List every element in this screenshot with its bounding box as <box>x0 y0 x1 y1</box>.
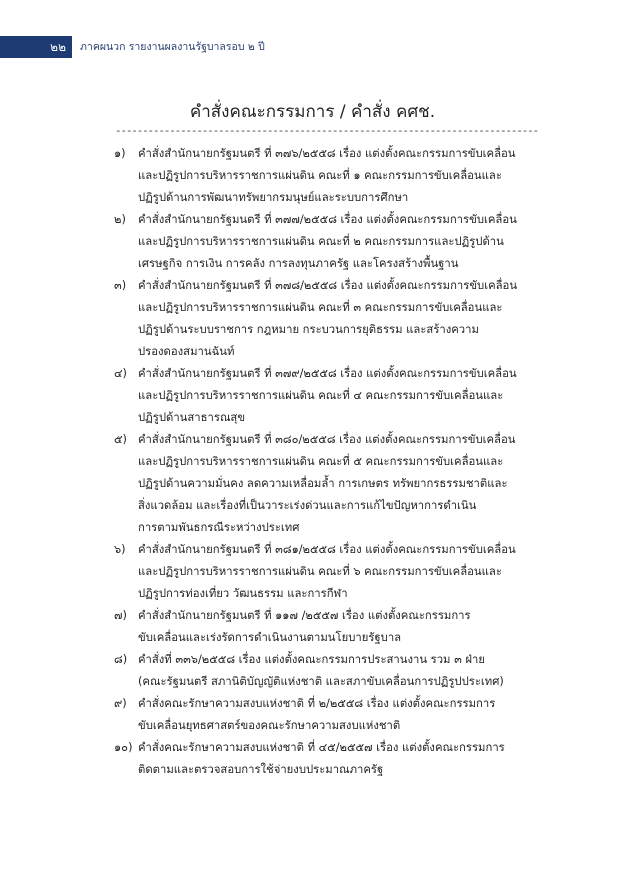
list-item <box>114 605 476 649</box>
item-text-line: ขับเคลื่อนและเร่งรัดการดำเนินงานตามนโยบายรัฐบาล <box>138 631 402 644</box>
item-text-line: ปฏิรูปด้านความมั่นคง ลดความเหลื่อมล้ำ การเกษตร ทรัพยากรธรรมชาติและ <box>138 477 508 490</box>
item-text-line: คำสั่งสำนักนายกรัฐมนตรี ที่ ๓๗๖/๒๕๕๘ เรื่อง แต่งตั้งคณะกรรมการขับเคลื่อน <box>138 147 516 160</box>
order-list <box>114 143 518 781</box>
item-text-line: ปฏิรูปด้านการพัฒนาทรัพยากรมนุษย์และระบบการศึกษา <box>138 191 409 204</box>
document-title: คำสั่งคณะกรรมการ / คำสั่ง คศช. <box>189 102 436 122</box>
item-text-line: เศรษฐกิจ การเงิน การคลัง การลงทุนภาครัฐ และโครงสร้างพื้นฐาน <box>138 257 459 270</box>
list-item <box>114 693 496 737</box>
item-text-line: ติดตามและตรวจสอบการใช้จ่ายงบประมาณภาครัฐ <box>138 763 384 776</box>
item-number: ๙) <box>114 697 127 710</box>
item-text-line: ปฏิรูปด้านระบบราชการ กฎหมาย กระบวนการยุติธรรม และสร้างความ <box>138 323 479 336</box>
list-item <box>114 143 516 209</box>
item-text-line: และปฏิรูปการบริหารราชการแผ่นดิน คณะที่ ๔ คณะกรรมการขับเคลื่อนและ <box>138 389 504 402</box>
dashed-divider: ------------------------------------------------------------------------------ <box>115 124 538 137</box>
item-text-line: และปฏิรูปการบริหารราชการแผ่นดิน คณะที่ ๖ คณะกรรมการขับเคลื่อนและ <box>138 565 502 578</box>
item-text-line: คำสั่งสำนักนายกรัฐมนตรี ที่ ๑๑๗ /๒๕๕๗ เรื่อง แต่งตั้งคณะกรรมการ <box>138 609 471 622</box>
item-number: ๔) <box>114 367 127 380</box>
item-text-line: คำสั่งคณะรักษาความสงบแห่งชาติ ที่ ๔๕/๒๕๕๗ เรื่อง แต่งตั้งคณะกรรมการ <box>138 741 505 754</box>
list-item <box>114 209 517 275</box>
item-text-line: และปฏิรูปการบริหารราชการแผ่นดิน คณะที่ ๒ คณะกรรมการและปฏิรูปด้าน <box>138 235 504 248</box>
list-item <box>114 649 504 693</box>
list-item <box>114 275 518 363</box>
list-item <box>114 429 516 539</box>
item-number: ๑๐) <box>114 741 133 754</box>
item-number: ๕) <box>114 433 127 446</box>
item-text-line: การตามพันธกรณีระหว่างประเทศ <box>138 521 300 534</box>
item-text-line: และปฏิรูปการบริหารราชการแผ่นดิน คณะที่ ๕ คณะกรรมการขับเคลื่อนและ <box>138 455 504 468</box>
item-text-line: ปฏิรูปการท่องเที่ยว วัฒนธรรม และการกีฬา <box>138 587 348 600</box>
item-number: ๑) <box>114 147 126 160</box>
list-item <box>114 539 516 605</box>
item-text-line: และปฏิรูปการบริหารราชการแผ่นดิน คณะที่ ๓ คณะกรรมการขับเคลื่อนและ <box>138 301 503 314</box>
item-text-line: คำสั่งสำนักนายกรัฐมนตรี ที่ ๓๗๘/๒๕๕๘ เรื่อง แต่งตั้งคณะกรรมการขับเคลื่อน <box>138 279 518 292</box>
item-text-line: คำสั่งที่ ๓๓๖/๒๕๕๘ เรื่อง แต่งตั้งคณะกรรมการประสานงาน รวม ๓ ฝ่าย <box>138 653 485 666</box>
item-number: ๗) <box>114 609 127 622</box>
item-number: ๒) <box>114 213 126 226</box>
list-item <box>114 363 517 429</box>
item-text-line: คำสั่งคณะรักษาความสงบแห่งชาติ ที่ ๒/๒๕๕๘ เรื่อง แต่งตั้งคณะกรรมการ <box>138 697 496 710</box>
item-number: ๖) <box>114 543 126 556</box>
item-text-line: คำสั่งสำนักนายกรัฐมนตรี ที่ ๓๗๙/๒๕๕๘ เรื่อง แต่งตั้งคณะกรรมการขับเคลื่อน <box>138 367 517 380</box>
item-text-line: (คณะรัฐมนตรี สภานิติบัญญัติแห่งชาติ และสภาขับเคลื่อนการปฏิรูปประเทศ) <box>138 675 504 688</box>
item-text-line: ขับเคลื่อนยุทธศาสตร์ของคณะรักษาความสงบแห่งชาติ <box>138 719 401 732</box>
item-text-line: และปฏิรูปการบริหารราชการแผ่นดิน คณะที่ ๑ คณะกรรมการขับเคลื่อนและ <box>138 169 502 182</box>
item-number: ๓) <box>114 279 127 292</box>
page-header <box>0 36 625 58</box>
item-text-line: คำสั่งสำนักนายกรัฐมนตรี ที่ ๓๗๗/๒๕๕๘ เรื่อง แต่งตั้งคณะกรรมการขับเคลื่อน <box>138 213 517 226</box>
item-text-line: คำสั่งสำนักนายกรัฐมนตรี ที่ ๓๘๑/๒๕๕๘ เรื่อง แต่งตั้งคณะกรรมการขับเคลื่อน <box>138 543 516 556</box>
item-text-line: ปฏิรูปด้านสาธารณสุข <box>138 411 246 424</box>
header-title: ภาคผนวก รายงานผลงานรัฐบาลรอบ ๒ ปี <box>80 41 265 53</box>
item-text-line: สิ่งแวดล้อม และเรื่องที่เป็นวาระเร่งด่วนและการแก้ไขปัญหาการดำเนิน <box>138 499 477 512</box>
item-number: ๘) <box>114 653 128 666</box>
item-text-line: คำสั่งสำนักนายกรัฐมนตรี ที่ ๓๘๐/๒๕๕๘ เรื่อง แต่งตั้งคณะกรรมการขับเคลื่อน <box>138 433 516 446</box>
list-item <box>114 737 505 781</box>
item-text-line: ปรองดองสมานฉันท์ <box>138 345 235 358</box>
page-number: ๒๒ <box>0 36 72 58</box>
